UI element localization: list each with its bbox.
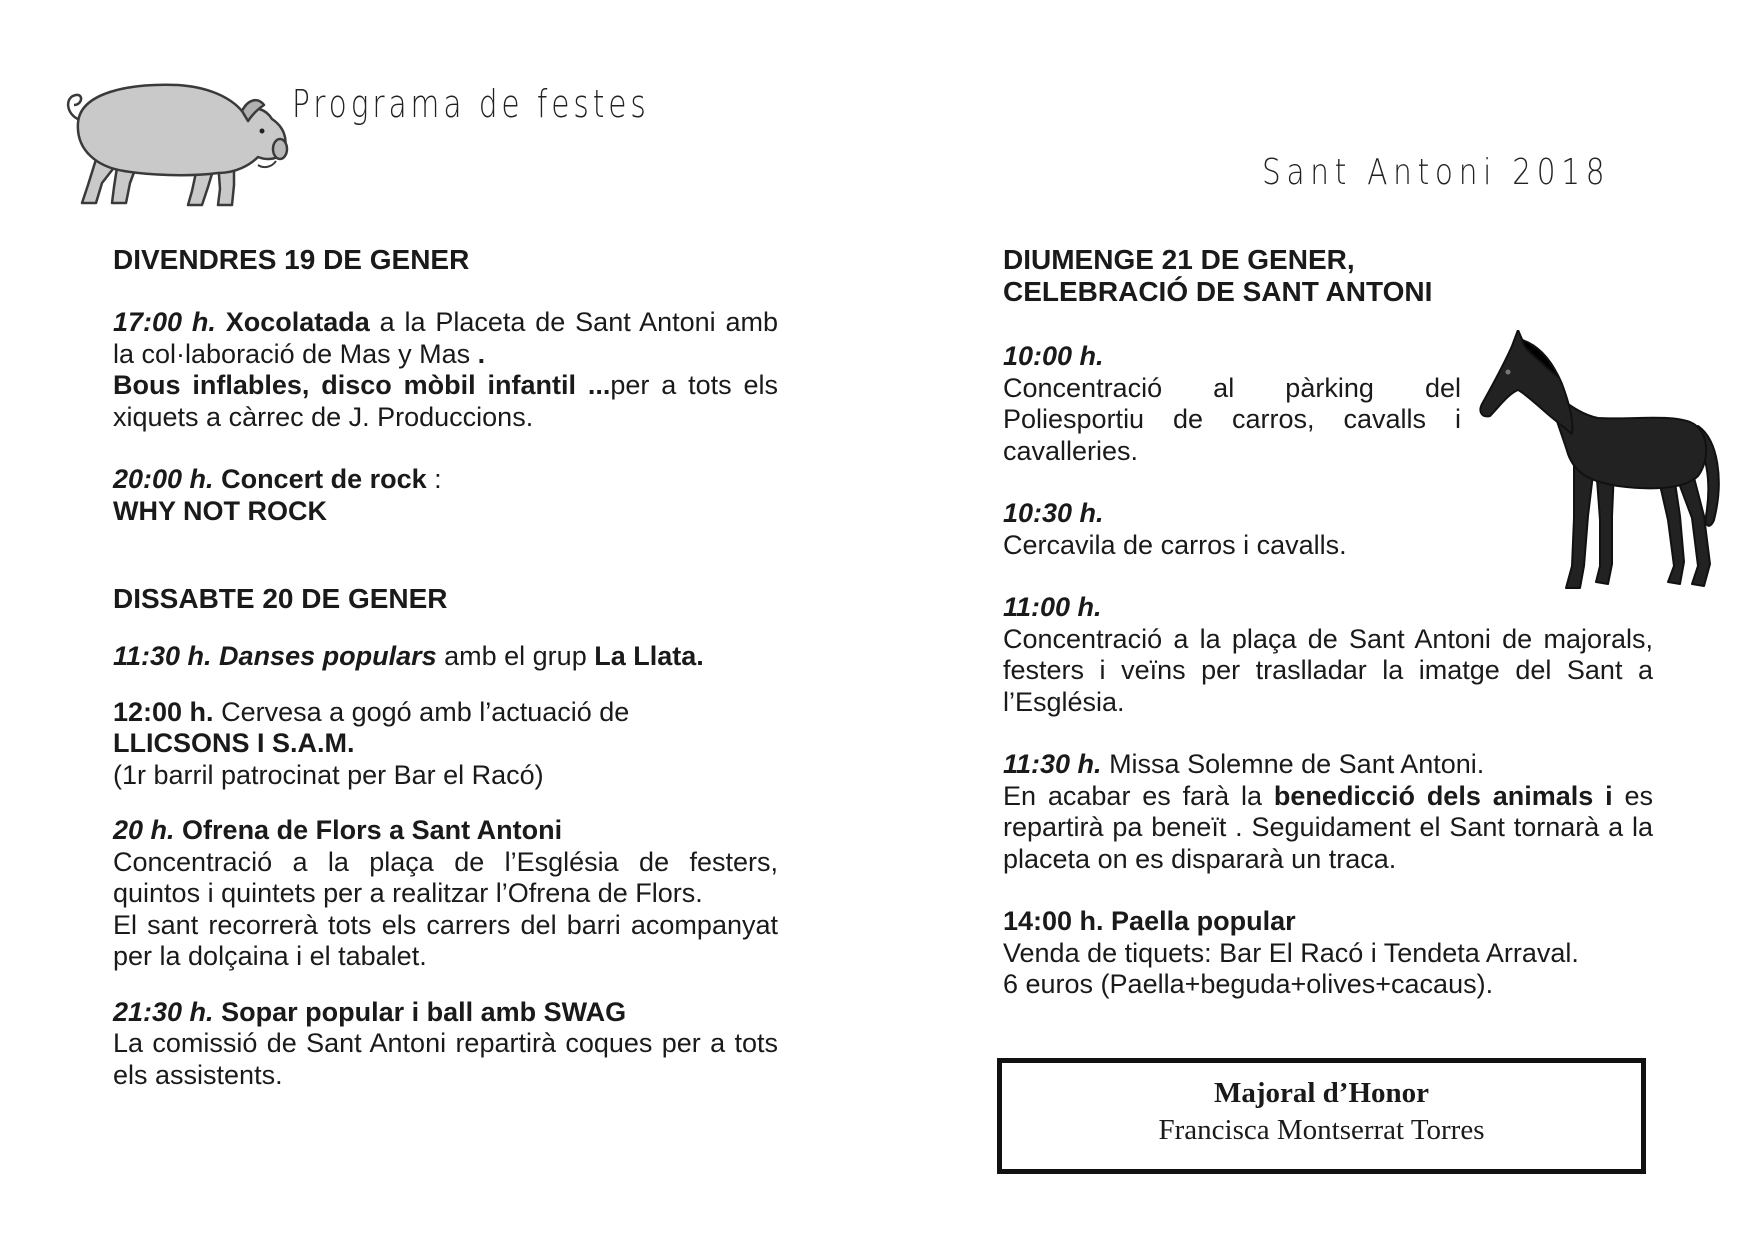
event-band: LLICSONS I S.A.M. <box>113 728 355 758</box>
event-separator: : <box>426 464 442 494</box>
event-time: 11:30 h. <box>1003 749 1102 779</box>
event-title: 14:00 h. Paella popular <box>1003 906 1296 936</box>
event-concentracio-placa <box>1003 592 1653 718</box>
majoral-name: Francisca Montserrat Torres <box>1158 1114 1485 1146</box>
event-text: per a tots els xiquets a càrrec de J. Produccions. <box>113 370 778 432</box>
event-desc: 6 euros (Paella+beguda+olives+cacaus). <box>1003 969 1494 999</box>
event-paella <box>1003 906 1653 1001</box>
event-time: 21:30 h. <box>113 996 214 1027</box>
event-name: Sopar popular i ball amb SWAG <box>221 996 627 1027</box>
event-desc: La comissió de Sant Antoni repartirà coques per a tots els assistents. <box>113 1028 778 1090</box>
majoral-label: Majoral d’Honor <box>1213 1077 1430 1109</box>
event-time: 10:00 h. <box>1003 341 1104 371</box>
day-heading-saturday: DISSABTE 20 DE GENER <box>113 583 448 614</box>
right-column <box>1003 244 1653 1001</box>
event-time: 17:00 h. <box>113 307 216 337</box>
event-text: Cervesa a gogó amb l’actuació de <box>213 696 630 727</box>
event-desc: Concentració al pàrking del Poliesportiu de carros, cavalls i cavalleries. <box>1003 372 1461 466</box>
event-title: Sant Antoni 2018 <box>1262 152 1611 193</box>
event-time: 11:00 h. <box>1003 592 1102 622</box>
event-time: 20 h. <box>113 815 175 845</box>
event-desc: El sant recorrerà tots els carrers del barri acompanyat per la dolçaina i el tabalet. <box>113 909 778 971</box>
event-name: Ofrena de Flors a Sant Antoni <box>182 815 563 845</box>
event-highlight: Bous inflables, disco mòbil infantil ... <box>113 370 611 400</box>
event-xocolatada <box>113 307 778 433</box>
event-band: WHY NOT ROCK <box>113 495 327 526</box>
event-desc: Venda de tiquets: Bar El Racó i Tendeta Arraval. <box>1003 937 1579 968</box>
event-highlight: benedicció dels animals i <box>1273 780 1613 811</box>
event-time: 20:00 h. <box>113 464 214 494</box>
day-heading-line: CELEBRACIÓ DE SANT ANTONI <box>1003 276 1433 307</box>
event-cercavila <box>1003 498 1653 561</box>
event-danses <box>113 641 778 673</box>
left-column <box>113 244 778 1091</box>
event-time: 12:00 h. <box>113 696 214 727</box>
pig-icon <box>58 75 290 211</box>
day-heading-friday: DIVENDRES 19 DE GENER <box>113 244 470 275</box>
event-desc: Cercavila de carros i cavalls. <box>1003 529 1347 560</box>
event-time-name: 11:30 h. Danses populars <box>113 641 437 671</box>
event-missa <box>1003 749 1653 875</box>
event-text: es repartirà pa beneït . Seguidament el Sant tornarà a la placeta on es dispararà un traca. <box>1003 780 1653 874</box>
event-group: La Llata. <box>594 641 704 671</box>
event-name: Xocolatada <box>225 307 370 337</box>
event-desc: Concentració a la plaça de Sant Antoni de majorals, festers i veïns per traslladar la imatge del Sant a l’Església. <box>1003 623 1653 717</box>
event-note: (1r barril patrocinat per Bar el Racó) <box>113 759 544 790</box>
program-title: Programa de festes <box>292 82 650 126</box>
event-concentracio-parking <box>1003 341 1461 467</box>
event-text: En acabar es farà la <box>1003 780 1274 811</box>
day-heading-sunday <box>1003 244 1653 308</box>
event-concert <box>113 464 778 527</box>
event-text: Missa Solemne de Sant Antoni. <box>1101 749 1485 779</box>
event-ofrena <box>113 815 778 973</box>
event-sopar <box>113 997 778 1092</box>
event-name: Concert de rock <box>221 464 427 494</box>
event-cervesa <box>113 697 778 792</box>
event-text: a la Placeta de Sant Antoni amb la col·laboració de Mas y Mas <box>113 307 778 369</box>
event-dot: . <box>477 338 486 369</box>
day-heading-line: DIUMENGE 21 DE GENER, <box>1003 244 1355 275</box>
majoral-box <box>997 1058 1646 1174</box>
event-text: amb el grup <box>436 641 595 671</box>
event-time: 10:30 h. <box>1003 498 1104 528</box>
event-desc: Concentració a la plaça de l’Església de festers, quintos i quintets per a realitzar l’Ofrena de Flors. <box>113 846 778 908</box>
